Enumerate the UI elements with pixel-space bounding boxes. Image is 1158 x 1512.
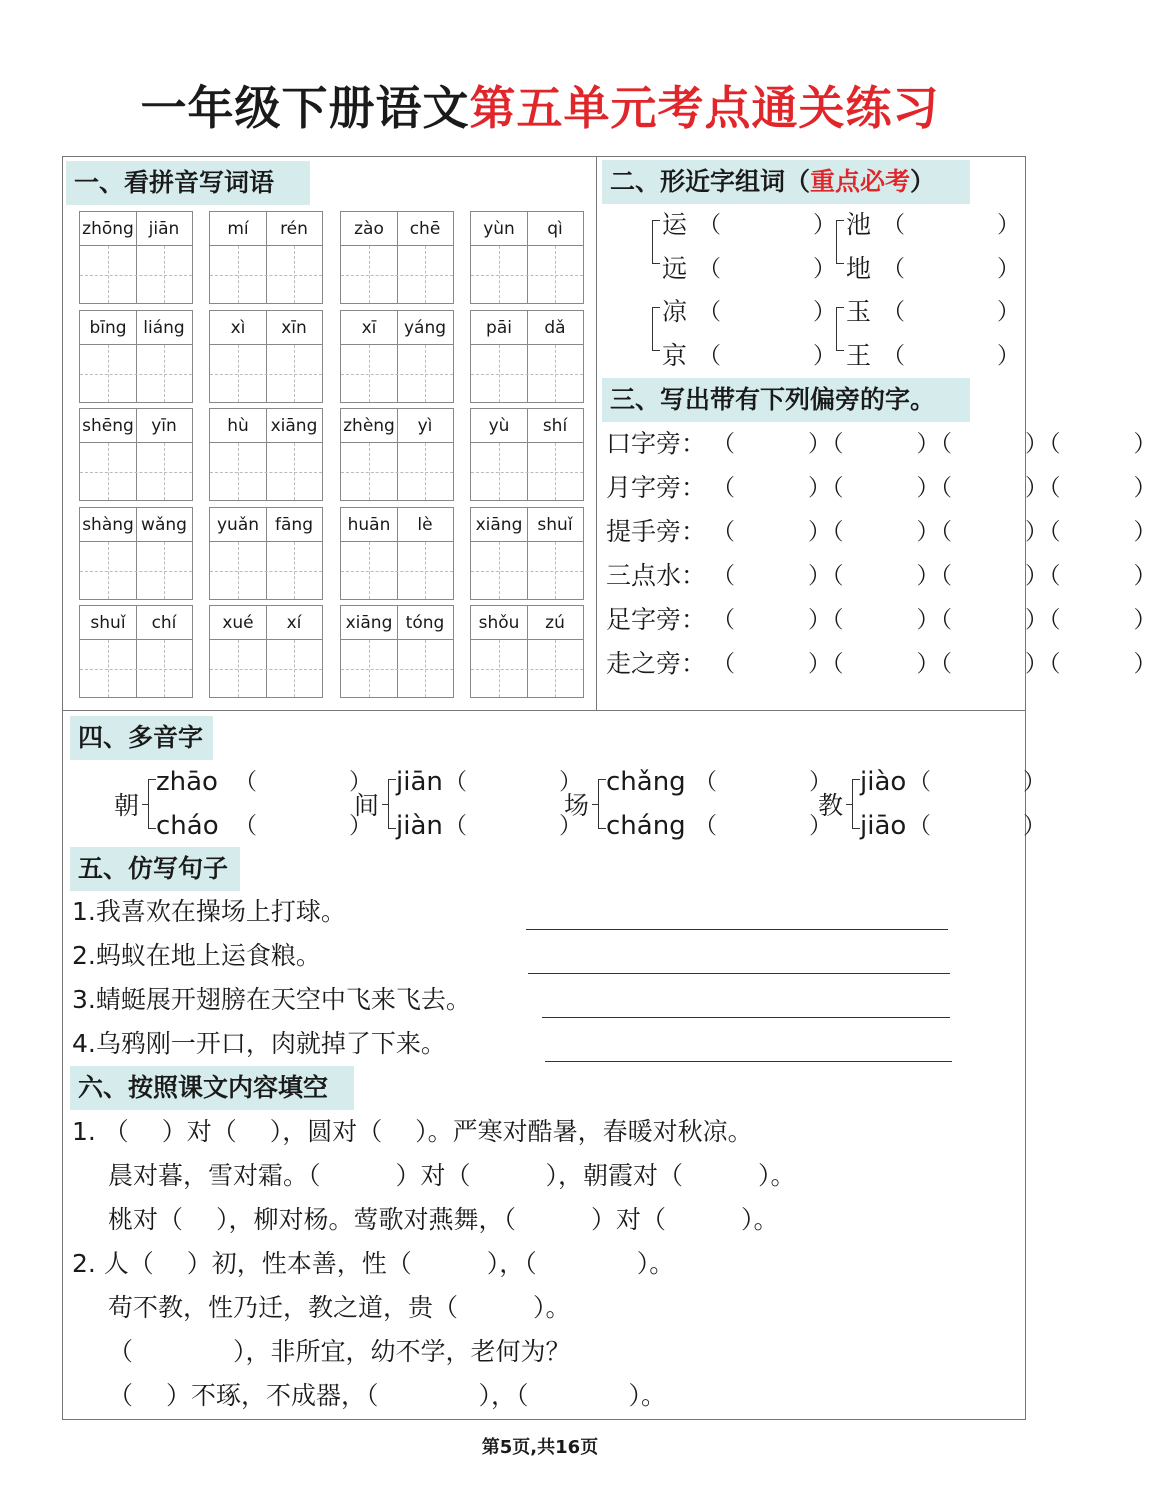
pinyin-cell	[79, 605, 193, 698]
similar-char: 运	[662, 210, 688, 239]
pinyin-cell	[340, 408, 454, 501]
answer-blank[interactable]: （ ）	[694, 769, 832, 795]
pinyin-syllable: mí	[227, 219, 249, 239]
writing-box[interactable]	[210, 345, 322, 402]
pinyin-syllable: yùn	[483, 219, 515, 239]
radical-blanks[interactable]: （ ）（ ）（ ）（ ）	[712, 431, 1158, 457]
example-sentence: 4.乌鸦刚一开口，肉就掉了下来。	[72, 1029, 446, 1058]
pinyin-syllable: shàng	[82, 515, 134, 535]
pinyin-syllable: rén	[280, 219, 308, 239]
answer-blank[interactable]: （ ）	[908, 813, 1046, 839]
pinyin-cell	[209, 408, 323, 501]
pinyin-syllable: hù	[227, 416, 249, 436]
writing-box[interactable]	[80, 443, 192, 500]
pinyin-cell	[340, 310, 454, 403]
section2-heading-text: 二、形近字组词（	[610, 167, 811, 196]
pinyin-syllable: huān	[347, 515, 391, 535]
writing-box[interactable]	[341, 246, 453, 303]
answer-blank[interactable]: （ ）	[444, 813, 582, 839]
pinyin-syllable: xīn	[281, 318, 307, 338]
pinyin-cell	[209, 310, 323, 403]
bracket	[836, 220, 844, 264]
pinyin-syllable: tóng	[405, 613, 445, 633]
pinyin-cell	[79, 211, 193, 304]
answer-blank[interactable]: （ ）	[234, 813, 372, 839]
fill-line[interactable]: （ ）不琢，不成器，（ ），（ ）。	[108, 1381, 666, 1410]
pinyin-syllable: qì	[547, 219, 563, 239]
fill-line[interactable]: 桃对（ ），柳对杨。莺歌对燕舞，（ ）对（ ）。	[108, 1205, 779, 1234]
section-divider	[62, 710, 1026, 711]
pinyin-syllable: chí	[151, 613, 177, 633]
writing-box[interactable]	[471, 345, 583, 402]
pinyin-cell	[470, 211, 584, 304]
pinyin-syllable: yì	[417, 416, 433, 436]
pinyin-syllable: wǎng	[141, 515, 187, 535]
column-divider	[596, 156, 597, 711]
pinyin-syllable: yuǎn	[216, 515, 260, 535]
section6-heading: 六、按照课文内容填空	[70, 1066, 354, 1110]
radical-label: 口字旁：	[606, 429, 707, 458]
writing-box[interactable]	[471, 443, 583, 500]
pinyin-cell	[470, 507, 584, 600]
polyphone-char: 间	[354, 791, 380, 820]
answer-blank[interactable]: （ ）	[698, 212, 836, 238]
pinyin-syllable: fāng	[275, 515, 313, 535]
writing-box[interactable]	[80, 640, 192, 697]
fill-line[interactable]: （ ），非所宜，幼不学，老何为？	[108, 1337, 571, 1366]
page-number: 第5页,共16页	[481, 1437, 599, 1458]
fill-line[interactable]: 晨对暮，雪对霜。（ ）对（ ），朝霞对（ ）。	[108, 1161, 796, 1190]
pinyin-syllable: lè	[417, 515, 433, 535]
bracket	[652, 307, 660, 351]
writing-box[interactable]	[471, 640, 583, 697]
pinyin-syllable: jiān	[148, 219, 180, 239]
answer-blank[interactable]: （ ）	[698, 343, 836, 369]
pinyin-syllable: zú	[545, 613, 565, 633]
pinyin-syllable: bīng	[89, 318, 127, 338]
pinyin-cell	[79, 408, 193, 501]
pinyin-reading: jiàn	[396, 811, 443, 841]
pinyin-syllable: xī	[361, 318, 377, 338]
similar-char: 远	[662, 254, 688, 283]
pinyin-reading: cháo	[156, 811, 219, 841]
pinyin-cell	[470, 408, 584, 501]
polyphone-char: 朝	[114, 791, 140, 820]
similar-char: 京	[662, 341, 688, 370]
answer-blank[interactable]: （ ）	[882, 212, 1020, 238]
bracket	[598, 779, 606, 829]
answer-blank[interactable]: （ ）	[694, 813, 832, 839]
bracket	[388, 779, 396, 829]
writing-box[interactable]	[210, 443, 322, 500]
pinyin-reading: chǎng	[606, 767, 686, 797]
polyphone-char: 场	[564, 791, 590, 820]
pinyin-cell	[470, 310, 584, 403]
bracket	[852, 779, 860, 829]
bracket-tick	[142, 804, 149, 805]
radical-blanks[interactable]: （ ）（ ）（ ）（ ）	[712, 475, 1158, 501]
pinyin-syllable: xiāng	[475, 515, 523, 535]
writing-box[interactable]	[471, 542, 583, 599]
pinyin-cell	[209, 211, 323, 304]
section2-heading-end: ）	[910, 167, 936, 196]
similar-char: 王	[846, 341, 872, 370]
pinyin-syllable: zào	[354, 219, 384, 239]
answer-blank[interactable]: （ ）	[882, 299, 1020, 325]
writing-box[interactable]	[210, 542, 322, 599]
writing-box[interactable]	[210, 246, 322, 303]
pinyin-syllable: yīn	[151, 416, 177, 436]
writing-box[interactable]	[341, 640, 453, 697]
bracket	[148, 779, 156, 829]
radical-blanks[interactable]: （ ）（ ）（ ）（ ）	[712, 519, 1158, 545]
radical-blanks[interactable]: （ ）（ ）（ ）（ ）	[712, 563, 1158, 589]
similar-char: 池	[846, 210, 872, 239]
bracket-tick	[382, 804, 389, 805]
radical-blanks[interactable]: （ ）（ ）（ ）（ ）	[712, 607, 1158, 633]
answer-line[interactable]	[528, 973, 950, 974]
pinyin-reading: cháng	[606, 811, 686, 841]
example-sentence: 2.蚂蚁在地上运食粮。	[72, 941, 321, 970]
section2-heading-red: 重点必考	[810, 167, 911, 196]
pinyin-cell	[340, 507, 454, 600]
pinyin-syllable: xué	[222, 613, 254, 633]
bracket-tick	[846, 804, 853, 805]
radical-label: 提手旁：	[606, 517, 707, 546]
writing-box[interactable]	[341, 542, 453, 599]
bracket-tick	[592, 804, 599, 805]
answer-blank[interactable]: （ ）	[234, 769, 372, 795]
writing-box[interactable]	[210, 640, 322, 697]
pinyin-syllable: shēng	[82, 416, 134, 436]
pinyin-syllable: shuǐ	[90, 613, 126, 633]
answer-line[interactable]	[542, 1017, 950, 1018]
similar-char: 凉	[662, 297, 688, 326]
writing-box[interactable]	[80, 542, 192, 599]
polyphone-char: 教	[818, 791, 844, 820]
writing-box[interactable]	[80, 246, 192, 303]
pinyin-syllable: xí	[286, 613, 302, 633]
pinyin-syllable: liáng	[143, 318, 185, 338]
pinyin-reading: zhāo	[156, 767, 218, 797]
section1-heading: 一、看拼音写词语	[66, 161, 310, 205]
pinyin-syllable: zhèng	[343, 416, 395, 436]
pinyin-syllable: dǎ	[544, 318, 566, 338]
title-black: 一年级下册语文	[140, 81, 470, 135]
answer-blank[interactable]: （ ）	[698, 299, 836, 325]
similar-char: 地	[846, 254, 872, 283]
section2-heading	[602, 160, 970, 204]
pinyin-reading: jiào	[860, 767, 907, 797]
pinyin-cell	[79, 507, 193, 600]
bracket	[652, 220, 660, 264]
similar-char: 玉	[846, 297, 872, 326]
pinyin-syllable: zhōng	[82, 219, 134, 239]
pinyin-cell	[340, 605, 454, 698]
radical-label: 足字旁：	[606, 605, 707, 634]
pinyin-syllable: xì	[230, 318, 246, 338]
pinyin-syllable: shí	[542, 416, 568, 436]
pinyin-cell	[209, 507, 323, 600]
radical-label: 月字旁：	[606, 473, 707, 502]
answer-blank[interactable]: （ ）	[698, 256, 836, 282]
radical-label: 走之旁：	[606, 649, 707, 678]
pinyin-cell	[79, 310, 193, 403]
page-title	[0, 72, 1080, 138]
answer-line[interactable]	[545, 1061, 952, 1062]
answer-line[interactable]	[526, 929, 948, 930]
pinyin-syllable: shǒu	[478, 613, 520, 633]
section3-heading: 三、写出带有下列偏旁的字。	[602, 378, 970, 422]
title-red: 第五单元考点通关练习	[469, 81, 940, 135]
fill-line[interactable]: 2. 人（ ）初，性本善，性（ ），（ ）。	[72, 1249, 675, 1278]
fill-line[interactable]: 苟不教，性乃迁，教之道，贵（ ）。	[108, 1293, 571, 1322]
pinyin-reading: jiān	[396, 767, 443, 797]
writing-box[interactable]	[471, 246, 583, 303]
answer-blank[interactable]: （ ）	[882, 256, 1020, 282]
pinyin-reading: jiāo	[860, 811, 907, 841]
pinyin-cell	[340, 211, 454, 304]
answer-blank[interactable]: （ ）	[908, 769, 1046, 795]
pinyin-syllable: xiāng	[270, 416, 318, 436]
example-sentence: 3.蜻蜓展开翅膀在天空中飞来飞去。	[72, 985, 471, 1014]
writing-box[interactable]	[80, 345, 192, 402]
answer-blank[interactable]: （ ）	[882, 343, 1020, 369]
pinyin-syllable: shuǐ	[537, 515, 573, 535]
fill-line[interactable]: 1. （ ）对（ ），圆对（ ）。严寒对酷暑，春暖对秋凉。	[72, 1117, 753, 1146]
writing-box[interactable]	[341, 345, 453, 402]
pinyin-syllable: yù	[488, 416, 510, 436]
section5-heading: 五、仿写句子	[70, 847, 240, 891]
example-sentence: 1.我喜欢在操场上打球。	[72, 897, 346, 926]
radical-blanks[interactable]: （ ）（ ）（ ）（ ）	[712, 651, 1158, 677]
pinyin-cell	[470, 605, 584, 698]
pinyin-syllable: xiāng	[345, 613, 393, 633]
pinyin-syllable: yáng	[403, 318, 447, 338]
answer-blank[interactable]: （ ）	[444, 769, 582, 795]
bracket	[836, 307, 844, 351]
pinyin-syllable: chē	[409, 219, 441, 239]
pinyin-syllable: pāi	[486, 318, 512, 338]
pinyin-cell	[209, 605, 323, 698]
writing-box[interactable]	[341, 443, 453, 500]
section4-heading: 四、多音字	[70, 716, 213, 760]
radical-label: 三点水：	[606, 561, 707, 590]
